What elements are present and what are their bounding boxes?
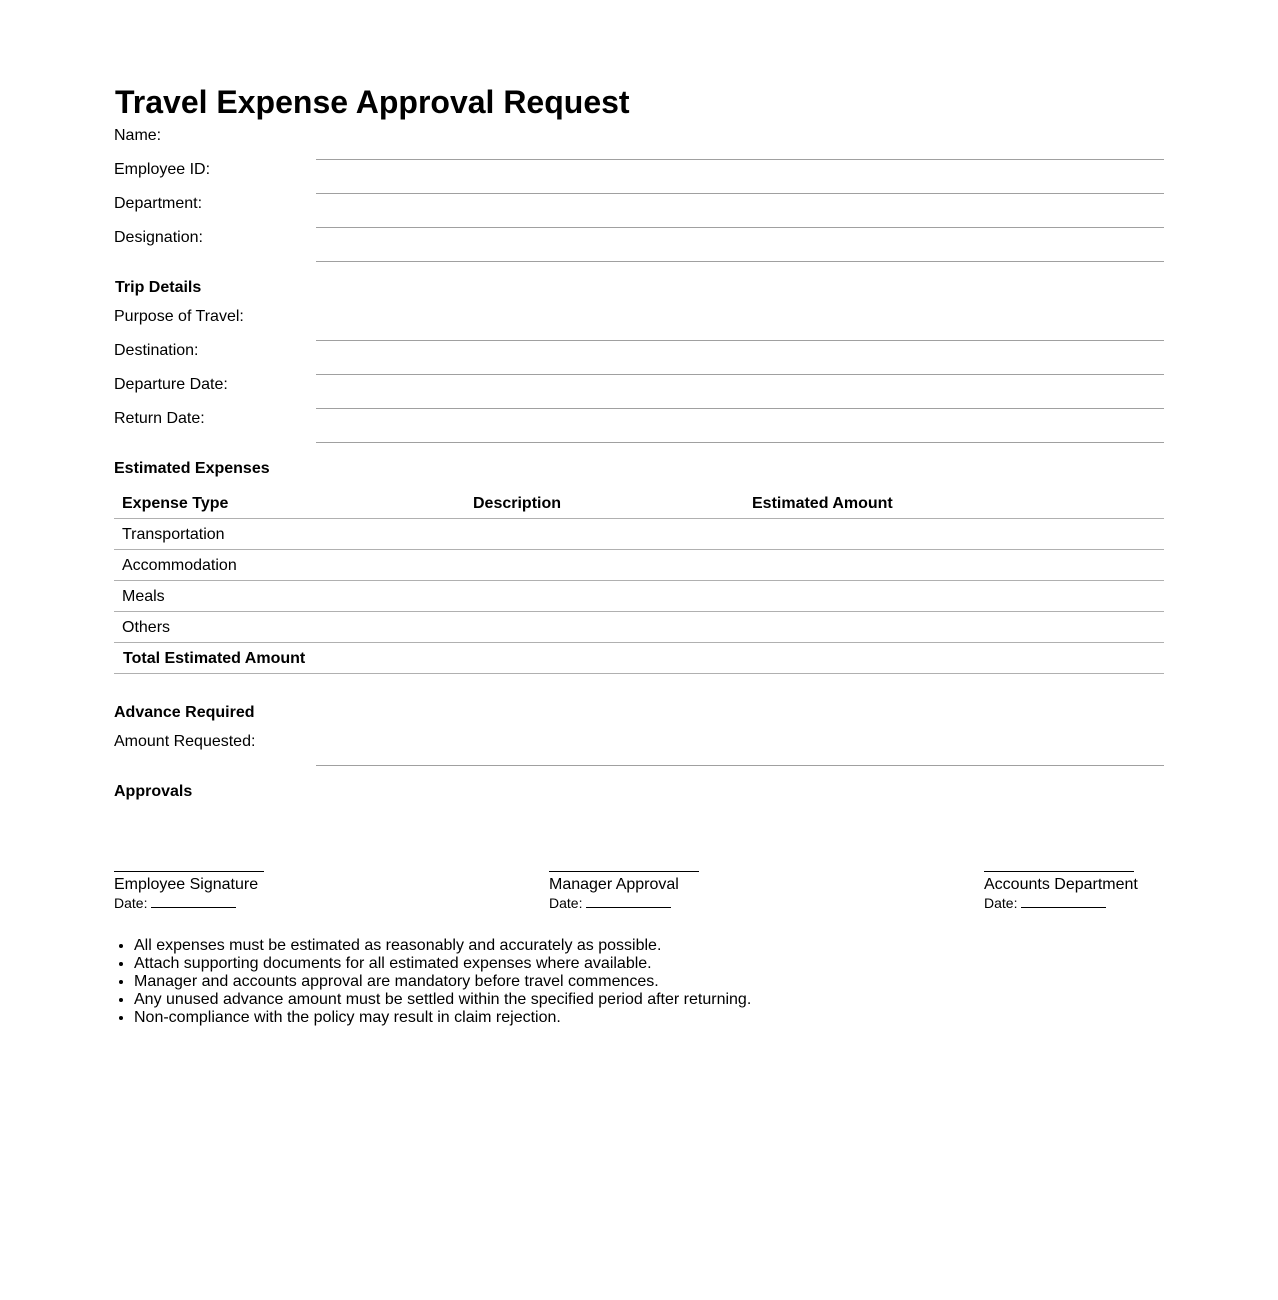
purpose-input[interactable] bbox=[316, 327, 1164, 341]
expense-type-cell: Others bbox=[122, 619, 171, 636]
list-item: • All expenses must be estimated as reasonably and accurately as possible. bbox=[134, 937, 751, 955]
employee-signature-title: Employee Signature bbox=[114, 876, 259, 893]
employee-signature-date bbox=[114, 895, 294, 911]
expense-table bbox=[114, 488, 1164, 674]
expense-type-cell: Transportation bbox=[122, 526, 225, 543]
policy-notes-list bbox=[114, 937, 751, 1027]
amount-requested-field bbox=[114, 732, 1164, 766]
advance-required-heading: Advance Required bbox=[114, 704, 255, 721]
amount-requested-label: Amount Requested: bbox=[114, 733, 256, 750]
destination-field bbox=[114, 341, 1164, 375]
date-label: Date: bbox=[549, 895, 583, 911]
date-line[interactable] bbox=[1021, 895, 1106, 908]
designation-input[interactable] bbox=[316, 248, 1164, 262]
employee-id-input[interactable] bbox=[316, 180, 1164, 194]
name-field bbox=[114, 126, 1164, 160]
name-label: Name: bbox=[114, 127, 162, 144]
destination-input[interactable] bbox=[316, 361, 1164, 375]
employee-signature-block bbox=[114, 851, 294, 911]
table-header-row bbox=[114, 488, 1164, 519]
estimated-expenses-heading: Estimated Expenses bbox=[114, 460, 270, 477]
total-row bbox=[114, 643, 1164, 674]
table-row bbox=[114, 550, 1164, 581]
return-date-input[interactable] bbox=[316, 429, 1164, 443]
date-line[interactable] bbox=[586, 895, 671, 908]
date-label: Date: bbox=[114, 895, 148, 911]
trip-details-heading: Trip Details bbox=[115, 279, 202, 296]
column-header-estimated-amount: Estimated Amount bbox=[752, 495, 893, 512]
page-title: Travel Expense Approval Request bbox=[115, 84, 630, 120]
expense-type-cell: Meals bbox=[122, 588, 165, 605]
list-item: • Non-compliance with the policy may result in claim rejection. bbox=[134, 1009, 751, 1027]
return-date-label: Return Date: bbox=[114, 410, 205, 427]
department-input[interactable] bbox=[316, 214, 1164, 228]
table-row bbox=[114, 612, 1164, 643]
manager-approval-date bbox=[549, 895, 729, 911]
accounts-department-title: Accounts Department bbox=[984, 876, 1138, 893]
return-date-field bbox=[114, 409, 1164, 443]
accounts-department-date bbox=[984, 895, 1164, 911]
column-header-description: Description bbox=[473, 495, 562, 512]
designation-field bbox=[114, 228, 1164, 262]
amount-requested-input[interactable] bbox=[316, 752, 1164, 766]
employee-id-field bbox=[114, 160, 1164, 194]
list-item: • Manager and accounts approval are mandatory before travel commences. bbox=[134, 973, 751, 991]
departure-date-field bbox=[114, 375, 1164, 409]
departure-date-input[interactable] bbox=[316, 395, 1164, 409]
accounts-department-block bbox=[984, 851, 1164, 911]
column-header-expense-type: Expense Type bbox=[122, 495, 229, 512]
manager-approval-line[interactable] bbox=[549, 851, 699, 872]
manager-approval-title: Manager Approval bbox=[549, 876, 679, 893]
total-label: Total Estimated Amount bbox=[123, 650, 306, 667]
expense-type-cell: Accommodation bbox=[122, 557, 237, 574]
employee-id-label: Employee ID: bbox=[114, 161, 211, 178]
list-item: • Any unused advance amount must be settled within the specified period after returning. bbox=[134, 991, 751, 1009]
accounts-department-line[interactable] bbox=[984, 851, 1134, 872]
department-label: Department: bbox=[114, 195, 203, 212]
employee-signature-line[interactable] bbox=[114, 851, 264, 872]
date-line[interactable] bbox=[151, 895, 236, 908]
designation-label: Designation: bbox=[114, 229, 203, 246]
manager-approval-block bbox=[549, 851, 729, 911]
name-input[interactable] bbox=[316, 146, 1164, 160]
date-label: Date: bbox=[984, 895, 1018, 911]
table-row bbox=[114, 581, 1164, 612]
purpose-field bbox=[114, 307, 1164, 341]
list-item: • Attach supporting documents for all estimated expenses where available. bbox=[134, 955, 751, 973]
purpose-label: Purpose of Travel: bbox=[114, 308, 244, 325]
departure-date-label: Departure Date: bbox=[114, 376, 228, 393]
table-row bbox=[114, 519, 1164, 550]
department-field bbox=[114, 194, 1164, 228]
approvals-heading: Approvals bbox=[114, 783, 193, 800]
destination-label: Destination: bbox=[114, 342, 199, 359]
